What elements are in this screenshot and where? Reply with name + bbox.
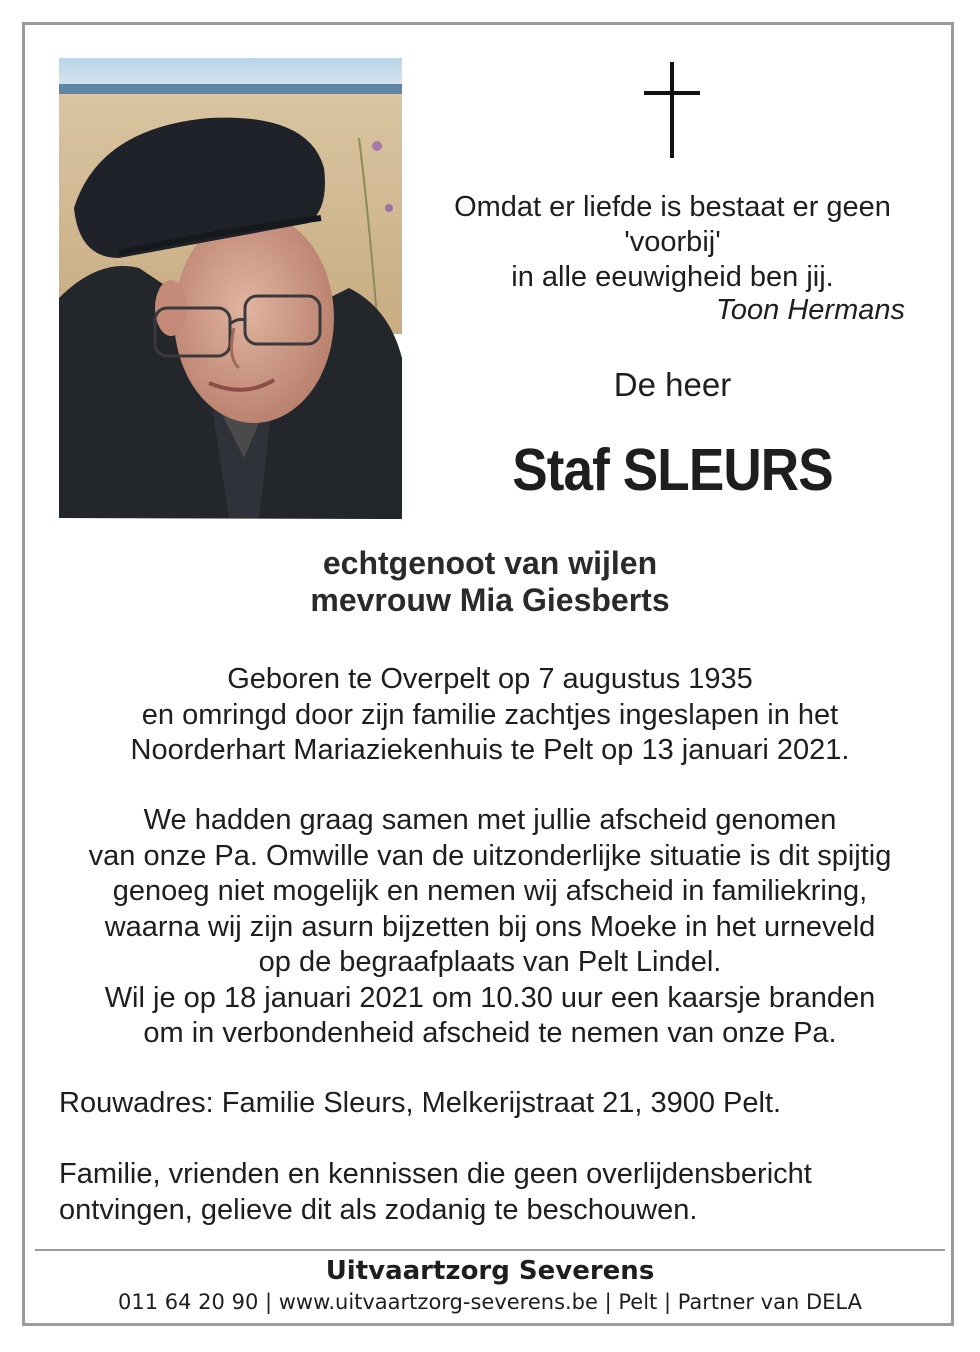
quote-line-3: in alle eeuwigheid ben jij. xyxy=(511,261,834,293)
notice-paragraph xyxy=(59,1157,939,1228)
text-line: waarna wij zijn asurn bijzetten bij ons Moeke in het urneveld xyxy=(104,910,876,943)
spouse-info xyxy=(60,545,920,619)
text-line: Familie, vrienden en kennissen die geen overlijdensbericht xyxy=(59,1158,812,1190)
quote-line-2: 'voorbij' xyxy=(624,226,721,258)
text-line: Wil je op 18 januari 2021 om 10.30 uur een kaarsje branden xyxy=(104,981,876,1014)
farewell-paragraph xyxy=(30,803,950,1052)
text-line: van onze Pa. Omwille van de uitzonderlijke situatie is dit spijtig xyxy=(88,839,892,872)
funeral-home-contact: 011 64 20 90 | www.uitvaartzorg-severens.be | Pelt | Partner van DELA xyxy=(118,1290,862,1314)
mourning-address: Rouwadres: Familie Sleurs, Melkerijstraat 21, 3900 Pelt. xyxy=(59,1087,782,1119)
text-line: op de begraafplaats van Pelt Lindel. xyxy=(258,946,722,978)
birth-death-paragraph xyxy=(30,662,950,769)
memorial-quote xyxy=(420,190,925,295)
footer-divider xyxy=(35,1249,945,1251)
spouse-line-2: mevrouw Mia Giesberts xyxy=(310,582,670,618)
honorific: De heer xyxy=(613,366,732,403)
text-line: Noorderhart Mariaziekenhuis te Pelt op 13 januari 2021. xyxy=(130,734,850,766)
cross-icon xyxy=(644,62,700,158)
spouse-line-1: echtgenoot van wijlen xyxy=(322,545,658,581)
text-line: om in verbondenheid afscheid te nemen van onze Pa. xyxy=(143,1017,837,1049)
text-line: We hadden graag samen met jullie afscheid genomen xyxy=(143,804,837,836)
portrait-photo xyxy=(59,58,402,519)
quote-author: Toon Hermans xyxy=(715,294,905,326)
funeral-home-name: Uitvaartzorg Severens xyxy=(325,1256,655,1286)
deceased-name: Staf SLEURS xyxy=(512,437,833,503)
text-line: en omringd door zijn familie zachtjes ingeslapen in het xyxy=(141,698,839,731)
text-line: genoeg niet mogelijk en nemen wij afscheid in familiekring, xyxy=(112,875,868,907)
text-line: Geboren te Overpelt op 7 augustus 1935 xyxy=(227,663,753,695)
text-line: ontvingen, gelieve dit als zodanig te beschouwen. xyxy=(59,1193,698,1226)
quote-line-1: Omdat er liefde is bestaat er geen xyxy=(454,191,891,223)
